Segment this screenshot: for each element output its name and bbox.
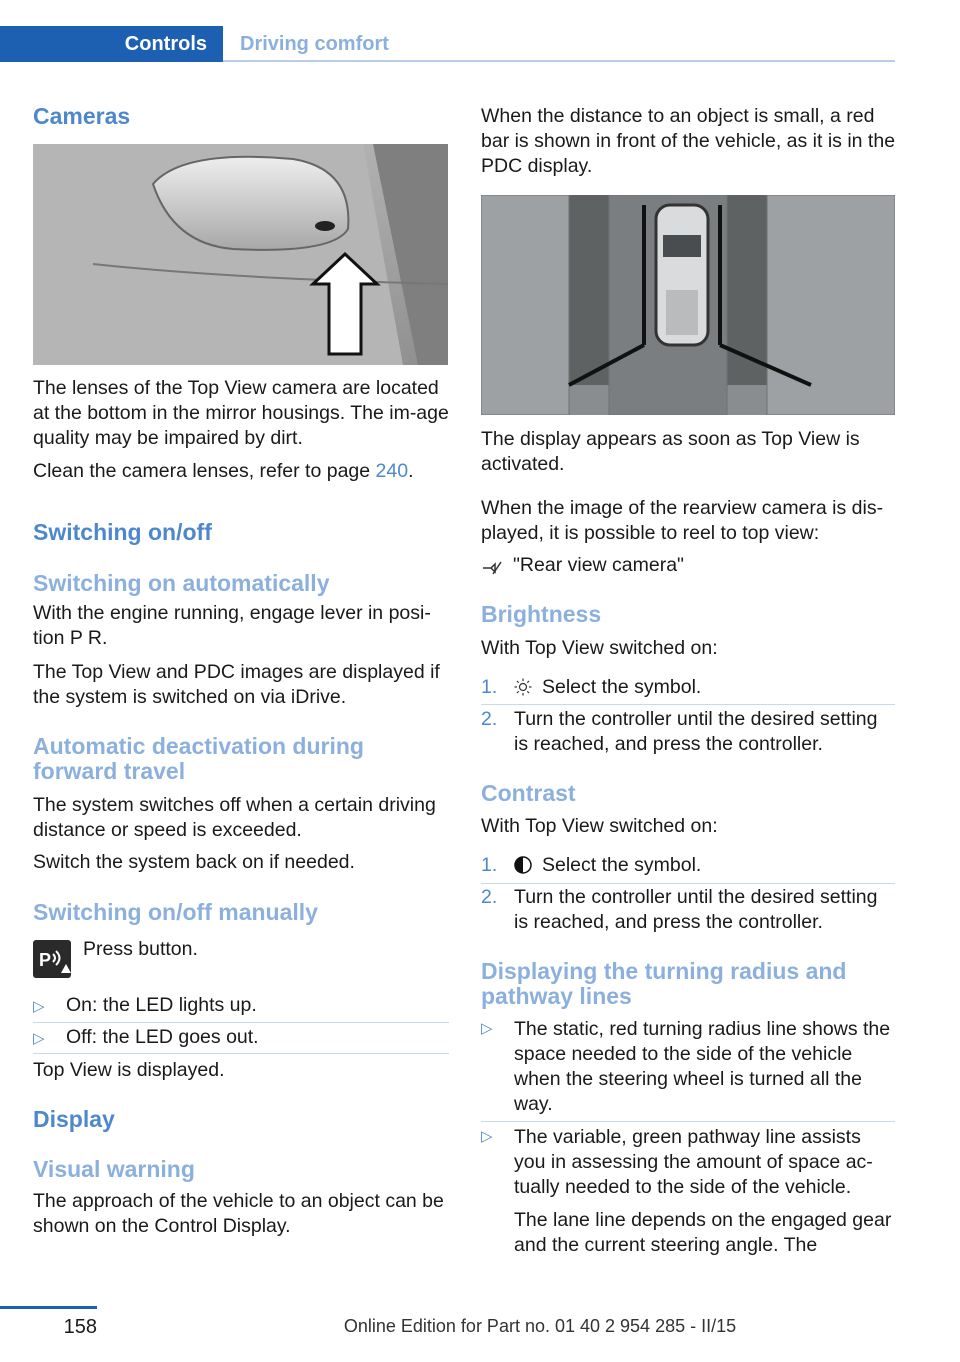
rear-view-camera-icon: [481, 556, 503, 578]
page-number: 158: [63, 1316, 97, 1338]
contrast-step-1: Select the symbol.: [542, 854, 702, 876]
list-item: [481, 1125, 895, 1258]
edition-footer: Online Edition for Part no. 01 40 2 954 285 - II/15: [343, 1316, 737, 1336]
svg-text:P: P: [39, 950, 52, 970]
subsection-title-brightness: Brightness: [481, 601, 602, 627]
section-title-switching: Switching on/off: [33, 519, 212, 545]
contrast-icon: [514, 856, 532, 874]
subsection-title-visual-warning: Visual warning: [33, 1156, 195, 1182]
list-item: [33, 1025, 449, 1051]
subsection-title-auto-on: Switching on automatically: [33, 570, 330, 596]
contrast-intro: With Top View switched on:: [481, 815, 718, 837]
section-title-cameras: Cameras: [33, 103, 131, 129]
divider: [33, 1022, 449, 1023]
manual-after-text: Top View is displayed.: [33, 1059, 225, 1081]
radius-bullet-2: The variable, green pathway line assists you in assessing the amount of space ac‐tually needed to the side of the vehicle.: [514, 1126, 873, 1198]
visual-paragraph: The approach of the vehicle to an object can be shown on the Control Display.: [33, 1190, 444, 1237]
tab-driving-comfort[interactable]: Driving comfort: [240, 33, 389, 55]
subsection-title-manual: Switching on/off manually: [33, 899, 318, 925]
right-paragraph-1: When the distance to an object is small, a red bar is shown in front of the vehicle, as it is in the PDC display.: [481, 105, 896, 177]
divider: [481, 1121, 895, 1122]
page-240-link[interactable]: 240: [375, 460, 409, 482]
bullet-on-text: On: the LED lights up.: [66, 994, 257, 1016]
cameras-paragraph-2: [33, 459, 449, 484]
rear-view-camera-label: "Rear view camera": [513, 554, 684, 576]
brightness-step-2: Turn the controller until the desired setting is reached, and press the controller.: [514, 708, 878, 755]
triangle-bullet-icon: ▷: [481, 1128, 493, 1145]
step-number: 2.: [481, 886, 498, 908]
list-item: [481, 1017, 895, 1117]
triangle-bullet-icon: ▷: [33, 1030, 45, 1047]
step-number: 1.: [481, 854, 498, 876]
list-item: [33, 993, 449, 1019]
step-number: 1.: [481, 676, 498, 698]
top-view-button-icon: [33, 940, 71, 978]
brightness-step-1: Select the symbol.: [542, 676, 702, 698]
tab-controls[interactable]: Controls: [0, 26, 223, 62]
cameras-paragraph-1: The lenses of the Top View camera are located at the bottom in the mirror housings. The im‐age quality may be impaired by dirt.: [33, 377, 449, 449]
brightness-intro: With Top View switched on:: [481, 637, 718, 659]
divider: [33, 1053, 449, 1054]
divider: [481, 883, 895, 884]
right-paragraph-2: The display appears as soon as Top View is activated.: [481, 428, 860, 475]
auto-paragraph-1: With the engine running, engage lever in posi‐tion P R.: [33, 602, 431, 649]
auto-paragraph-2: The Top View and PDC images are displayed if the system is switched on via iDrive.: [33, 661, 440, 708]
right-paragraph-3: When the image of the rearview camera is dis‐played, it is possible to reel to top view:: [481, 497, 884, 544]
contrast-step-2: Turn the controller until the desired setting is reached, and press the controller.: [514, 886, 878, 933]
cameras-p2-period: .: [408, 460, 414, 482]
mirror-camera-image: [33, 144, 448, 365]
deact-paragraph-2: Switch the system back on if needed.: [33, 851, 355, 873]
header-divider: [223, 60, 895, 62]
deact-paragraph-1: The system switches off when a certain driving distance or speed is exceeded.: [33, 794, 436, 841]
section-title-display: Display: [33, 1106, 115, 1132]
triangle-bullet-icon: ▷: [33, 998, 45, 1015]
triangle-bullet-icon: ▷: [481, 1020, 493, 1037]
cameras-p2-text: Clean the camera lenses, refer to page: [33, 460, 376, 482]
step-number: 2.: [481, 708, 498, 730]
page-number-rule: [0, 1306, 97, 1309]
divider: [481, 704, 895, 705]
top-view-display-image: [481, 195, 895, 415]
radius-continuation: The lane line depends on the engaged gear and the current steering angle. The: [514, 1209, 892, 1256]
manual-press-text: Press button.: [83, 938, 198, 960]
subsection-title-contrast: Contrast: [481, 780, 576, 806]
sun-brightness-icon: [514, 678, 532, 696]
subsection-title-turning-radius: Displaying the turning radius and pathway lines: [481, 958, 847, 1009]
bullet-off-text: Off: the LED goes out.: [66, 1026, 259, 1048]
radius-bullet-1: The static, red turning radius line shows the space needed to the side of the vehicle when the steering wheel is turned all the way.: [514, 1018, 891, 1115]
subsection-title-deactivation: Automatic deactivation during forward travel: [33, 733, 364, 784]
